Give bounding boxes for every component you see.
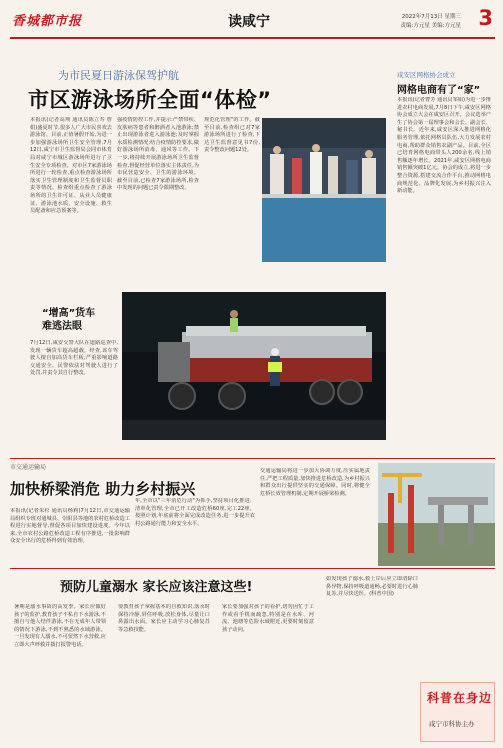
pool-inspection-photo [262, 118, 386, 262]
bridge-section-divider [10, 458, 495, 459]
main-headline: 市区游泳场所全面“体检” [28, 88, 272, 112]
main-story-col-1: 本报讯(记者高翔 通讯员陈立寿 詹娟)盛夏时节,很多人广大市民喜欢去游泳馆。目前,正值暑假开始,为进一步加强游泳场所卫生安全管理,7月12日,咸宁市卫生监督局会同市体育局对咸宁市城区游泳场所进行了卫生安全专项检查。对市区7家游泳场所进行一轮检查,重点检查游泳场所落实卫生管理制度和卫生监督员职责等情况。检查组重点检查了游泳场所的卫生许可证、从业人员健康证、游泳池水质、安全设施、救生员配备和应急预案等。 [30, 117, 112, 215]
masthead [0, 0, 503, 40]
safety-col-5 [424, 576, 492, 666]
truck-caption-title: “增高”货车 难逃法眼 [42, 308, 96, 332]
science-box [420, 682, 495, 742]
section-title: 读咸宁 [228, 14, 270, 30]
sidebar-kicker: 咸安区网格协会成立 [397, 71, 456, 79]
safety-col-1: 暑期是溺水事故的高发季。家长应做好孩子的监护,教育孩子不私自下水游泳,不擅自与他人结伴游泳,不在无成年人带领的情况下游泳,不到不熟悉的水域游泳。一旦发现有人溺水,不可贸然下水营救,应立即大声呼救并拨打报警电话。 [14, 604, 106, 648]
main-kicker: 为市民夏日游泳保驾护航 [58, 69, 179, 82]
bridge-col-3: 交通运输局将进一步加大协调力度,压实属地责任,严把工程质量,加快推进危桥改造,为乡村振兴和群众出行提供坚实的交通保障。同时,将健全危桥长效管理机制,定期开展桥梁检测。 [260, 468, 370, 497]
main-story-col-3: 规范化管理"的工作。截至目前,检查组已对7家游泳场所进行了检查,下达卫生监督意见书7份,责令整改问题12处。 [204, 117, 260, 154]
safety-headline: 预防儿童溺水 家长应该注意这些! [60, 580, 253, 595]
bridge-construction-photo [378, 463, 495, 566]
safety-col-2: 要教育孩子掌握基本的自救知识,落水时保持冷静,屏住呼吸,放松身体,尽量让口鼻露出水面。家长应主动学习心肺复苏等急救技能。 [118, 604, 210, 633]
bridge-col-1: 本报讯(记者朱杉 通讯员杨莉)7月12日,市交通运输局组织专班对通城县、崇阳县等地的农村危桥改造工程进行实地督导,督促各项目加快建设进度。今年以来,全市农村公路危桥改造工程有序推进,一批影响群众安全出行的危桥得到有效治理。 [10, 508, 130, 545]
safety-col-4: 如发现孩子溺水,救上岸后应立即清除口鼻异物,保持呼吸道通畅,必要时进行心肺复苏,并尽快送医。(科普中国) [326, 576, 418, 598]
safety-col-3: 家长要加强对孩子的看护,切勿因忙于工作或看手机而疏忽,特别是在水库、河流、池塘等危险水域附近,更要时刻留意孩子动向。 [222, 604, 314, 633]
truck-caption-text: 7月12日,咸安交警大队在道路巡查中,发现一辆货车超高超载。经查,该车驾驶人擅自加高货车栏板,严重影响道路交通安全。民警依法对驾驶人进行了处罚,并责令其自行整改。 [30, 340, 118, 377]
bridge-section-label: 市交通运输局 [10, 464, 47, 471]
safety-divider [10, 568, 495, 569]
editor-line: 责编:方元星 美编:方元星 [400, 23, 461, 29]
page-number: 3 [478, 6, 493, 30]
bridge-headline: 加快桥梁消危 助力乡村振兴 [10, 480, 196, 498]
masthead-divider [10, 37, 495, 39]
newspaper-logo: 香城都市报 [12, 14, 83, 29]
sidebar-text: 本报讯(记者曹芳 通讯员邹娟)为进一步推进农村电商发展,7月8日下午,咸安区网格协会成立大会在咸安区召开。会议选举产生了协会第一届理事会和会长、副会长、秘书长。近年来,咸安区深入推进网格化服务管理,依托网格员队伍,大力发展农村电商,帮助群众销售农副产品。目前,全区已培育网格电商带头人200余名,线上销售额逐年增长。2021年,咸安区网格电商销售额突破1亿元。协会的成立,将进一步整合资源,搭建交流合作平台,推动网格电商规范化、品牌化发展,为乡村振兴注入新动能。 [397, 97, 491, 195]
date-line: 2022年7月13日 星期三 [401, 14, 461, 20]
bridge-col-2: 年,全市以"三年消危行动"为抓手,坚持项目化推进、清单化管理,全市已开工改造危桥60座,完工22座。按照计划,年底前将全面完成改造任务,进一步提升农村公路通行能力和安全水平。 [135, 498, 255, 527]
main-story-col-2: 强疫情防控工作,并提示:严禁带疾、皮肤病等患者和醉酒者入池游泳;禁止出现游泳者进入游泳池;及时掌握水质检测情况;结合疫情防控要求,做好游泳场所消毒、通风等工作。下一步,将持续开展游泳场所卫生监督检查,督促经营单位落实主体责任,为市民营造安全、卫生的游泳环境。截至目前,已检查7家游泳场所,检查中发现的问题已责令限期整改。 [117, 117, 199, 192]
science-box-subtitle: 咸宁市科协主办 [429, 720, 475, 728]
truck-photo [122, 292, 386, 440]
science-box-title: 科普在身边 [427, 691, 493, 705]
sidebar-headline: 网格电商有了“家” [397, 85, 481, 96]
